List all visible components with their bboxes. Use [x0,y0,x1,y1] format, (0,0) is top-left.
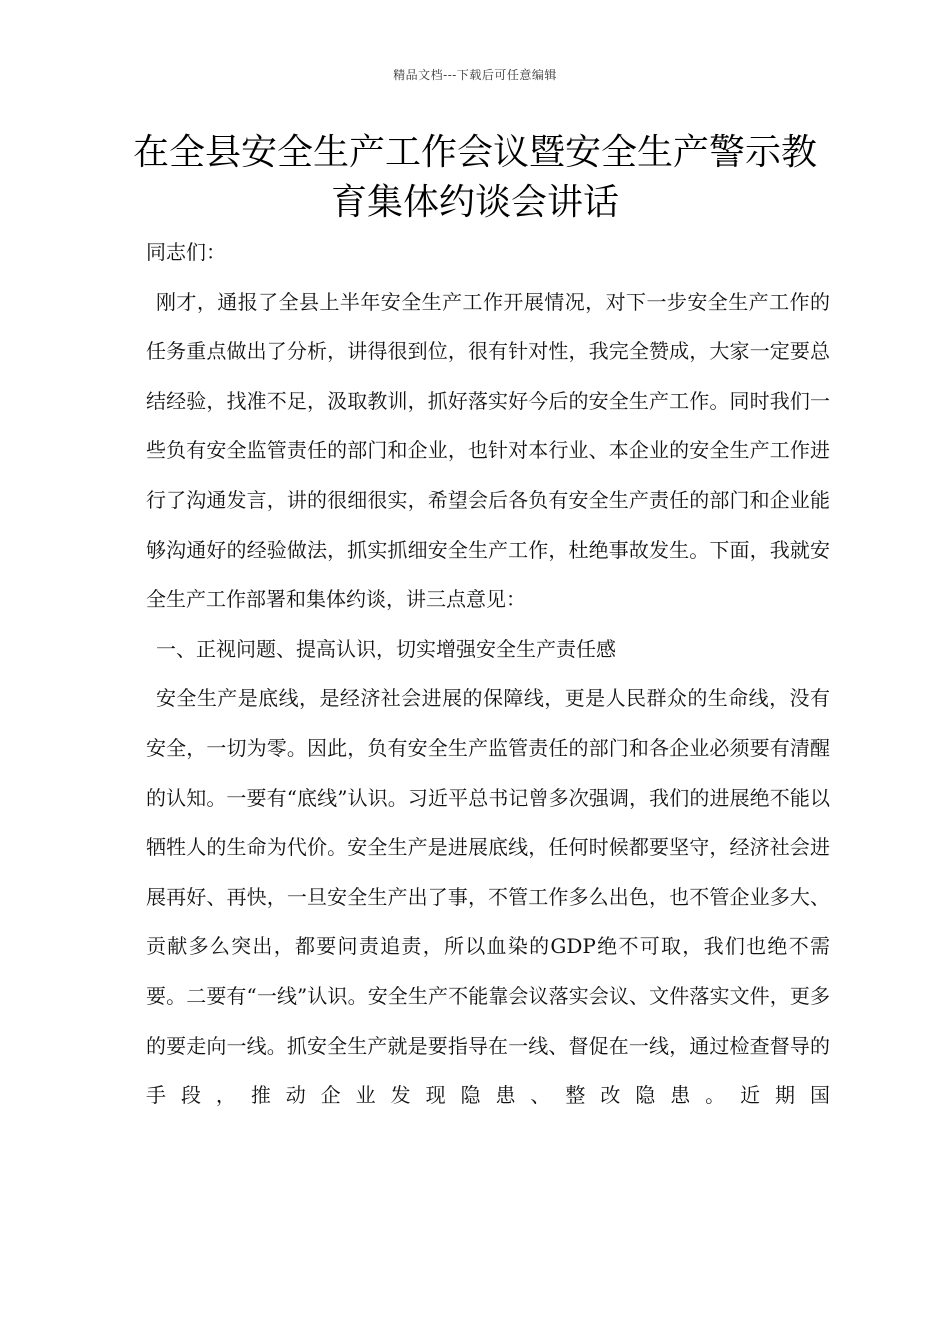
document-body [146,228,830,1121]
page-header: 精品文档---下载后可任意编辑 [393,68,557,82]
paragraph-intro: 刚才，通报了全县上半年安全生产工作开展情况，对下一步安全生产工作的任务重点做出了分析，讲得很到位，很有针对性，我完全赞成，大家一定要总结经验，找准不足，汲取教训，抓好落实好今后的安全生产工作。同时我们一些负有安全监管责任的部门和企业，也针对本行业、本企业的安全生产工作进行了沟通发言，讲的很细很实，希望会后各负有安全生产责任的部门和企业能够沟通好的经验做法，抓实抓细安全生产工作，杜绝事故发生。下面，我就安全生产工作部署和集体约谈，讲三点意见： [146,289,830,612]
document-title: 在全县安全生产工作会议暨安全生产警示教育集体约谈会讲话 [132,132,817,223]
paragraph-section-1: 安全生产是底线，是经济社会进展的保障线，更是人民群众的生命线，没有安全，一切为零。因此，负有安全生产监管责任的部门和各企业必须要有清醒的认知。一要有“底线”认识。习近平总书记曾多次强调，我们的进展绝不能以牺牲人的生命为代价。安全生产是进展底线，任何时候都要坚守，经济社会进展再好、再快，一旦安全生产出了事，不管工作多么出色，也不管企业多大、贡献多么突出，都要问责追责，所以血染的GDP绝不可取，我们也绝不需要。二要有“一线”认识。安全生产不能靠会议落实会议、文件落实文件，更多的要走向一线。抓安全生产就是要指导在一线、督促在一线，通过检查督导的手段，推动企业发现隐患、整改隐患。近期国 [146,686,830,1108]
section-heading-1: 一、正视问题、提高认识，切实增强安全生产责任感 [156,636,616,661]
salutation: 同志们： [146,240,226,264]
